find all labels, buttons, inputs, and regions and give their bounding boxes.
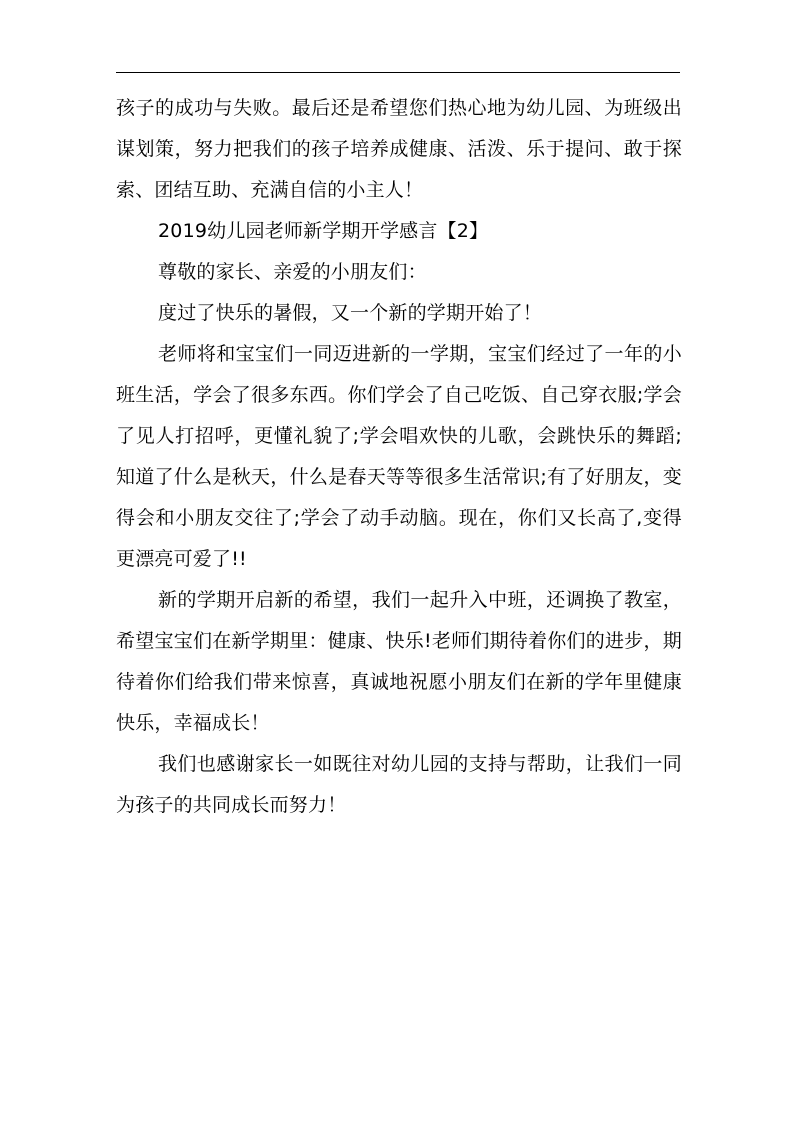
section-title: 2019幼儿园老师新学期开学感言【2】	[158, 220, 489, 242]
salutation: 尊敬的家长、亲爱的小朋友们：	[158, 261, 427, 283]
paragraph-opening: 度过了快乐的暑假，又一个新的学期开始了！	[158, 302, 543, 324]
paragraph-thanks: 我们也感谢家长一如既往对幼儿园的支持与帮助，让我们一同为孩子的共同成长而努力！	[116, 753, 682, 816]
paragraph-new-semester: 新的学期开启新的希望，我们一起升入中班，还调换了教室，希望宝宝们在新学期里：健康、快乐!老师们期待着你们的进步，期待着你们给我们带来惊喜，真诚地祝愿小朋友们在新的学年里健康快乐，幸福成长！	[116, 589, 682, 734]
document-body	[116, 88, 682, 826]
paragraph-review: 老师将和宝宝们一同迈进新的一学期，宝宝们经过了一年的小班生活，学会了很多东西。你们学会了自己吃饭、自己穿衣服;学会了见人打招呼，更懂礼貌了;学会唱欢快的儿歌，会跳快乐的舞蹈;知道了什么是秋天，什么是春天等等很多生活常识;有了好朋友，变得会和小朋友交往了;学会了动手动脑。现在，你们又长高了,变得更漂亮可爱了!!	[116, 343, 682, 570]
paragraph-closing-continuation: 孩子的成功与失败。最后还是希望您们热心地为幼儿园、为班级出谋划策，努力把我们的孩子培养成健康、活泼、乐于提问、敢于探索、团结互助、充满自信的小主人！	[116, 97, 682, 201]
header-rule	[116, 72, 680, 73]
